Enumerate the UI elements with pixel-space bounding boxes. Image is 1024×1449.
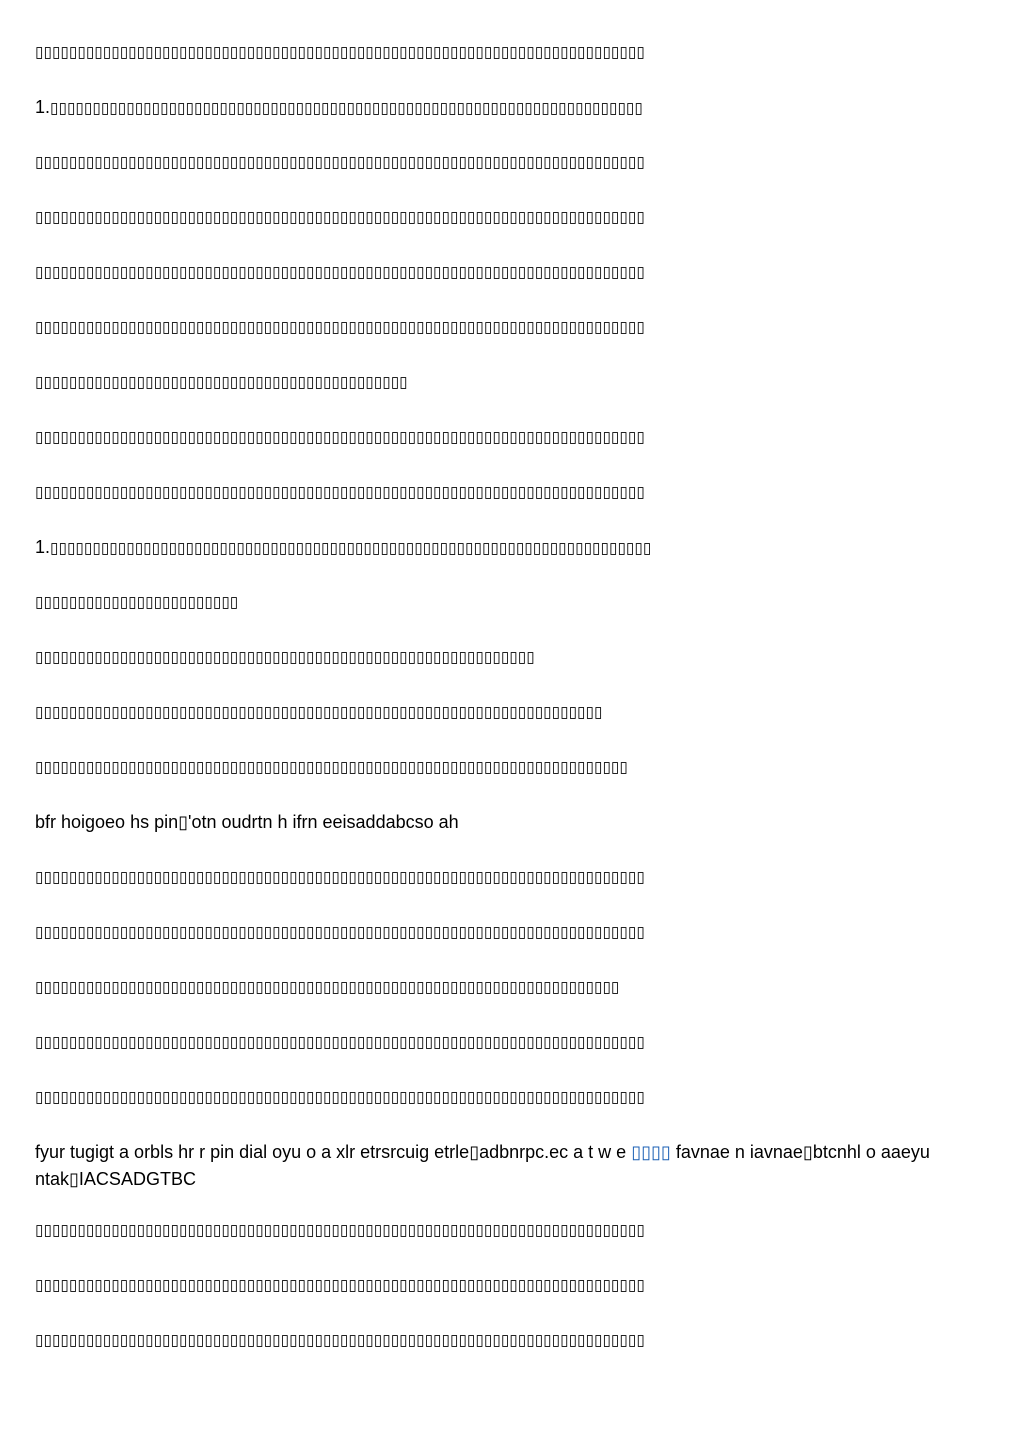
text-line <box>35 479 990 505</box>
text-line <box>35 809 990 835</box>
text-line <box>35 1217 990 1243</box>
line-text: bfr hoigoeo hs pin▯'otn oudrtn h ifrn eeisaddabcso ah <box>35 812 459 832</box>
text-line <box>35 919 990 945</box>
list-number: 1. <box>35 97 51 117</box>
missing-glyph-run: ▯▯▯▯▯▯▯▯▯▯▯▯▯▯▯▯▯▯▯▯▯▯▯▯▯▯▯▯▯▯▯▯▯▯▯▯▯▯▯▯▯▯▯▯▯▯▯▯▯▯▯▯▯▯▯▯▯▯▯▯▯▯▯▯▯▯▯▯▯▯▯▯ <box>35 923 645 941</box>
text-line <box>35 259 990 285</box>
text-line <box>35 974 990 1000</box>
paragraph-text: fyur tugigt a orbls hr r pin dial oyu o a xlr etrsrcuig etrle▯adbnrpc.ec a t w e <box>35 1142 632 1162</box>
missing-glyph-run: ▯▯▯▯▯▯▯▯▯▯▯▯▯▯▯▯▯▯▯▯▯▯▯▯▯▯▯▯▯▯▯▯▯▯▯▯▯▯▯▯▯▯▯▯▯▯▯▯▯▯▯▯▯▯▯▯▯▯▯▯▯▯▯▯▯▯▯▯▯▯▯▯ <box>35 1033 645 1051</box>
missing-glyph-run: ▯▯▯▯▯▯▯▯▯▯▯▯▯▯▯▯▯▯▯▯▯▯▯▯▯▯▯▯▯▯▯▯▯▯▯▯▯▯▯▯▯▯▯▯▯▯▯▯▯▯▯▯▯▯▯▯▯▯▯▯▯▯▯▯▯▯▯ <box>35 703 603 721</box>
text-line <box>35 644 990 670</box>
missing-glyph-run: ▯▯▯▯▯▯▯▯▯▯▯▯▯▯▯▯▯▯▯▯▯▯▯▯▯▯▯▯▯▯▯▯▯▯▯▯▯▯▯▯▯▯▯▯▯▯▯▯▯▯▯▯▯▯▯▯▯▯▯▯▯▯▯▯▯▯▯▯▯▯ <box>50 99 643 117</box>
text-line <box>35 94 990 120</box>
missing-glyph-run: ▯▯▯▯▯▯▯▯▯▯▯▯▯▯▯▯▯▯▯▯▯▯▯▯▯▯▯▯▯▯▯▯▯▯▯▯▯▯▯▯▯▯▯▯ <box>35 373 408 391</box>
missing-glyph-run: ▯▯▯▯▯▯▯▯▯▯▯▯▯▯▯▯▯▯▯▯▯▯▯▯▯▯▯▯▯▯▯▯▯▯▯▯▯▯▯▯▯▯▯▯▯▯▯▯▯▯▯▯▯▯▯▯▯▯▯ <box>35 648 535 666</box>
inline-link[interactable]: ▯▯▯▯ <box>631 1142 671 1162</box>
text-line <box>35 754 990 780</box>
text-line <box>35 589 990 615</box>
missing-glyph-run: ▯▯▯▯▯▯▯▯▯▯▯▯▯▯▯▯▯▯▯▯▯▯▯▯▯▯▯▯▯▯▯▯▯▯▯▯▯▯▯▯▯▯▯▯▯▯▯▯▯▯▯▯▯▯▯▯▯▯▯▯▯▯▯▯▯▯▯▯▯▯▯▯ <box>35 318 645 336</box>
text-line <box>35 149 990 175</box>
missing-glyph-run: ▯▯▯▯▯▯▯▯▯▯▯▯▯▯▯▯▯▯▯▯▯▯▯▯▯▯▯▯▯▯▯▯▯▯▯▯▯▯▯▯▯▯▯▯▯▯▯▯▯▯▯▯▯▯▯▯▯▯▯▯▯▯▯▯▯▯▯▯▯▯▯▯ <box>35 1276 645 1294</box>
missing-glyph-run: ▯▯▯▯▯▯▯▯▯▯▯▯▯▯▯▯▯▯▯▯▯▯▯▯▯▯▯▯▯▯▯▯▯▯▯▯▯▯▯▯▯▯▯▯▯▯▯▯▯▯▯▯▯▯▯▯▯▯▯▯▯▯▯▯▯▯▯▯▯▯▯▯ <box>35 208 645 226</box>
missing-glyph-run: ▯▯▯▯▯▯▯▯▯▯▯▯▯▯▯▯▯▯▯▯▯▯▯▯▯▯▯▯▯▯▯▯▯▯▯▯▯▯▯▯▯▯▯▯▯▯▯▯▯▯▯▯▯▯▯▯▯▯▯▯▯▯▯▯▯▯▯▯▯▯▯ <box>50 539 652 557</box>
missing-glyph-run: ▯▯▯▯▯▯▯▯▯▯▯▯▯▯▯▯▯▯▯▯▯▯▯▯▯▯▯▯▯▯▯▯▯▯▯▯▯▯▯▯▯▯▯▯▯▯▯▯▯▯▯▯▯▯▯▯▯▯▯▯▯▯▯▯▯▯▯▯▯▯▯▯ <box>35 483 645 501</box>
text-line <box>35 1029 990 1055</box>
missing-glyph-run: ▯▯▯▯▯▯▯▯▯▯▯▯▯▯▯▯▯▯▯▯▯▯▯▯▯▯▯▯▯▯▯▯▯▯▯▯▯▯▯▯▯▯▯▯▯▯▯▯▯▯▯▯▯▯▯▯▯▯▯▯▯▯▯▯▯▯▯▯▯ <box>35 978 620 996</box>
missing-glyph-run: ▯▯▯▯▯▯▯▯▯▯▯▯▯▯▯▯▯▯▯▯▯▯▯▯▯▯▯▯▯▯▯▯▯▯▯▯▯▯▯▯▯▯▯▯▯▯▯▯▯▯▯▯▯▯▯▯▯▯▯▯▯▯▯▯▯▯▯▯▯▯▯▯ <box>35 1331 645 1349</box>
missing-glyph-run: ▯▯▯▯▯▯▯▯▯▯▯▯▯▯▯▯▯▯▯▯▯▯▯▯▯▯▯▯▯▯▯▯▯▯▯▯▯▯▯▯▯▯▯▯▯▯▯▯▯▯▯▯▯▯▯▯▯▯▯▯▯▯▯▯▯▯▯▯▯▯▯▯ <box>35 1221 645 1239</box>
text-line <box>35 864 990 890</box>
list-number: 1. <box>35 537 51 557</box>
text-line <box>35 1327 990 1353</box>
missing-glyph-run: ▯▯▯▯▯▯▯▯▯▯▯▯▯▯▯▯▯▯▯▯▯▯▯▯▯▯▯▯▯▯▯▯▯▯▯▯▯▯▯▯▯▯▯▯▯▯▯▯▯▯▯▯▯▯▯▯▯▯▯▯▯▯▯▯▯▯▯▯▯▯ <box>35 758 628 776</box>
missing-glyph-run: ▯▯▯▯▯▯▯▯▯▯▯▯▯▯▯▯▯▯▯▯▯▯▯▯ <box>35 593 239 611</box>
missing-glyph-run: ▯▯▯▯▯▯▯▯▯▯▯▯▯▯▯▯▯▯▯▯▯▯▯▯▯▯▯▯▯▯▯▯▯▯▯▯▯▯▯▯▯▯▯▯▯▯▯▯▯▯▯▯▯▯▯▯▯▯▯▯▯▯▯▯▯▯▯▯▯▯▯▯ <box>35 1088 645 1106</box>
paragraph-text: favnae n iavnae▯btcnhl o aaeyu ntak▯IACSADGTBC <box>35 1142 930 1189</box>
text-line <box>35 369 990 395</box>
text-line <box>35 1272 990 1298</box>
text-line <box>35 699 990 725</box>
text-line <box>35 314 990 340</box>
missing-glyph-run: ▯▯▯▯▯▯▯▯▯▯▯▯▯▯▯▯▯▯▯▯▯▯▯▯▯▯▯▯▯▯▯▯▯▯▯▯▯▯▯▯▯▯▯▯▯▯▯▯▯▯▯▯▯▯▯▯▯▯▯▯▯▯▯▯▯▯▯▯▯▯▯▯ <box>35 153 645 171</box>
text-line <box>35 204 990 230</box>
text-line <box>35 424 990 450</box>
text-line <box>35 1084 990 1110</box>
text-line <box>35 534 990 560</box>
text-line <box>35 39 990 65</box>
missing-glyph-run: ▯▯▯▯▯▯▯▯▯▯▯▯▯▯▯▯▯▯▯▯▯▯▯▯▯▯▯▯▯▯▯▯▯▯▯▯▯▯▯▯▯▯▯▯▯▯▯▯▯▯▯▯▯▯▯▯▯▯▯▯▯▯▯▯▯▯▯▯▯▯▯▯ <box>35 428 645 446</box>
missing-glyph-run: ▯▯▯▯▯▯▯▯▯▯▯▯▯▯▯▯▯▯▯▯▯▯▯▯▯▯▯▯▯▯▯▯▯▯▯▯▯▯▯▯▯▯▯▯▯▯▯▯▯▯▯▯▯▯▯▯▯▯▯▯▯▯▯▯▯▯▯▯▯▯▯▯ <box>35 868 645 886</box>
missing-glyph-run: ▯▯▯▯▯▯▯▯▯▯▯▯▯▯▯▯▯▯▯▯▯▯▯▯▯▯▯▯▯▯▯▯▯▯▯▯▯▯▯▯▯▯▯▯▯▯▯▯▯▯▯▯▯▯▯▯▯▯▯▯▯▯▯▯▯▯▯▯▯▯▯▯ <box>35 43 645 61</box>
paragraph-with-link <box>35 1139 990 1193</box>
missing-glyph-run: ▯▯▯▯▯▯▯▯▯▯▯▯▯▯▯▯▯▯▯▯▯▯▯▯▯▯▯▯▯▯▯▯▯▯▯▯▯▯▯▯▯▯▯▯▯▯▯▯▯▯▯▯▯▯▯▯▯▯▯▯▯▯▯▯▯▯▯▯▯▯▯▯ <box>35 263 645 281</box>
